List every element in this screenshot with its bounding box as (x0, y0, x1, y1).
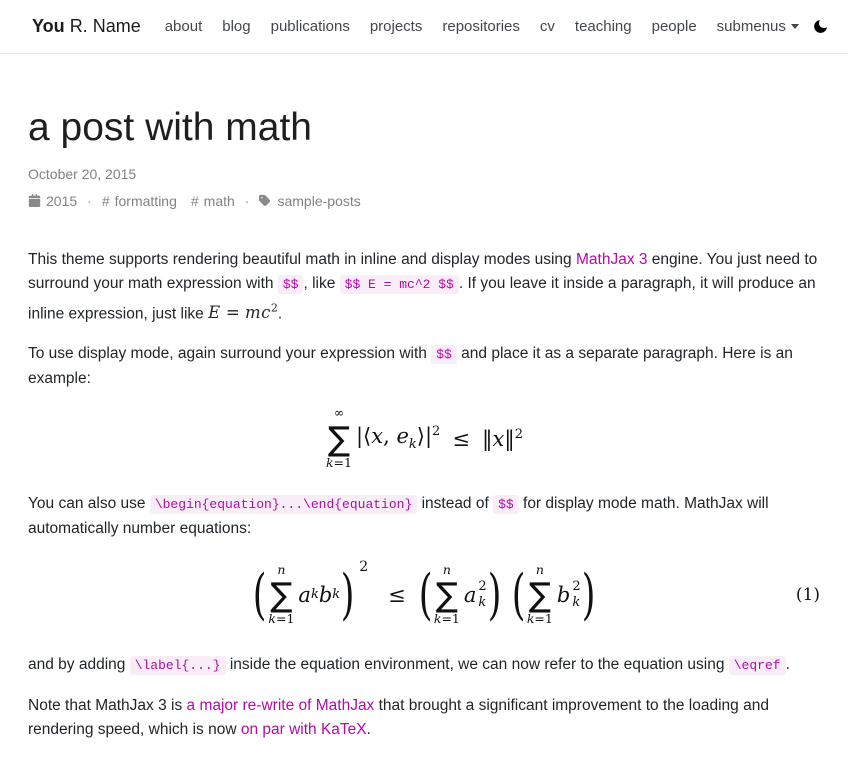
right-paren: ) (340, 562, 355, 626)
inline-math-emc2 (208, 303, 278, 322)
math-var: k (408, 437, 417, 453)
text: Note that MathJax 3 is (28, 696, 187, 714)
leq-symbol: ≤ (452, 426, 470, 451)
display-equation-1 (28, 407, 820, 469)
hash-icon: # (101, 192, 110, 209)
text: that brought a significant improvement to the loading and rendering speed, which is now (28, 696, 769, 738)
text: . (366, 720, 371, 738)
text: This theme supports rendering beautiful math in inline and display modes using (28, 250, 576, 268)
math-var: a (463, 582, 477, 607)
sigma-symbol: ∑ (435, 575, 458, 615)
math-var: x (371, 424, 384, 449)
year-label: 2015 (46, 192, 78, 209)
sup-sub-stack (572, 579, 580, 611)
sigma-symbol: ∑ (528, 575, 551, 615)
nav-item-teaching[interactable]: teaching (574, 18, 632, 35)
hash-icon: # (190, 192, 199, 209)
left-paren: ( (253, 562, 267, 626)
inline-code: \eqref (729, 656, 786, 675)
nav-item-about[interactable]: about (164, 18, 203, 35)
math-group-3 (526, 561, 581, 627)
post-body (28, 248, 820, 778)
katex-link[interactable]: on par with KaTeX (240, 720, 367, 738)
nav-links (155, 18, 810, 35)
calendar-icon (28, 194, 41, 207)
paragraph-3 (28, 492, 820, 541)
tag-icon (259, 194, 272, 207)
sup-sub-stack (478, 579, 486, 611)
math-sup: 2 (270, 301, 278, 315)
math-var: k (268, 611, 276, 627)
text: , like (303, 274, 340, 292)
brand-first-name: You (32, 16, 65, 36)
tag-link-sample-posts[interactable] (259, 193, 360, 209)
text: engine. You just need to surround your math expression with (28, 250, 818, 292)
text: You can also use (28, 494, 150, 512)
summation (326, 407, 352, 469)
navbar (0, 0, 848, 54)
math-var: n (442, 561, 451, 577)
math-sub (409, 438, 417, 453)
mathjax3-link[interactable]: MathJax 3 (575, 250, 648, 268)
text: . (785, 655, 790, 673)
inline-code: $$ E = mc^2 $$ (340, 275, 459, 294)
nav-item-projects[interactable]: projects (369, 18, 423, 35)
paragraph-5 (28, 694, 820, 742)
text: =1 (534, 611, 553, 627)
math-sub (311, 587, 319, 602)
math-var: n (535, 561, 544, 577)
nav-item-submenus[interactable] (710, 18, 806, 35)
nav-item-repositories[interactable]: repositories (442, 18, 520, 35)
math-var: b (556, 582, 571, 607)
mathjax-rewrite-link[interactable]: a major re-write of MathJax (186, 696, 375, 714)
nav-item-publications[interactable]: publications (270, 18, 350, 35)
math-var: x (492, 426, 505, 451)
summation (526, 561, 553, 627)
equation-number: (1) (795, 584, 820, 605)
text: To use display mode, again surround your expression with (28, 345, 432, 363)
paragraph-4 (28, 653, 820, 678)
left-paren: ( (418, 562, 433, 626)
math-expression (356, 424, 440, 452)
math-expression (482, 427, 523, 451)
math-var: n (277, 561, 286, 577)
math-var: a (298, 582, 311, 607)
math-var: k (310, 587, 319, 603)
summation (433, 561, 460, 627)
math-sub (332, 587, 340, 602)
sum-lower-limit (527, 613, 553, 626)
math-group-1 (267, 561, 341, 627)
sum-upper-limit: ∞ (333, 405, 345, 421)
math-sup: 2 (359, 558, 369, 575)
text: . (277, 305, 283, 323)
meta-separator: · (87, 192, 92, 209)
year-link[interactable] (28, 193, 77, 209)
right-paren: ) (581, 562, 595, 626)
nav-item-people[interactable]: people (651, 18, 697, 35)
sigma-symbol: ∑ (270, 575, 293, 615)
category-label: math (203, 192, 235, 209)
category-label: formatting (114, 192, 177, 209)
right-paren: ) (487, 562, 502, 626)
inline-code: \begin{equation}...\end{equation} (150, 495, 417, 514)
text: ‖ (504, 426, 515, 451)
brand-last-name: R. Name (69, 16, 141, 36)
paragraph-1 (28, 248, 820, 327)
math-sup: 2 (514, 426, 524, 442)
post-container (28, 107, 820, 778)
left-paren: ( (511, 562, 526, 626)
sigma-symbol: ∑ (327, 418, 351, 458)
text: ‖ (481, 426, 493, 451)
text: =1 (333, 455, 352, 471)
math-sup: 2 (572, 578, 581, 594)
math-var: k (332, 587, 341, 603)
math-group-2 (433, 561, 487, 627)
chevron-down-icon (791, 24, 799, 29)
nav-item-blog[interactable]: blog (222, 18, 251, 35)
math-sup: 2 (478, 578, 487, 594)
text: . If you leave it inside a paragraph, it will produce an inline expression, just like (28, 274, 816, 323)
math-var: k (478, 594, 487, 610)
leq-symbol: ≤ (388, 582, 406, 607)
inline-code: $$ (278, 275, 304, 294)
sum-lower-limit (268, 613, 294, 626)
inline-code: $$ (493, 495, 519, 514)
text: inside the equation environment, we can now refer to the equation using (225, 655, 729, 673)
math-var: k (572, 594, 581, 610)
category-link-formatting[interactable] (102, 193, 177, 209)
text: =1 (441, 611, 460, 627)
text: and by adding (28, 655, 130, 673)
inline-code: $$ (431, 345, 457, 364)
math-var: mc (244, 303, 271, 323)
text: and place it as a separate paragraph. Here is an example: (28, 345, 793, 388)
summation (268, 561, 295, 627)
paragraph-2 (28, 342, 820, 391)
text: for display mode math. MathJax will automatically number equations: (28, 494, 769, 537)
text: ⟩| (416, 424, 433, 449)
sum-lower-limit (326, 457, 352, 470)
nav-item-cv[interactable]: cv (539, 18, 555, 35)
math-var: k (526, 611, 535, 627)
post-meta (28, 193, 820, 209)
math-var: b (318, 582, 333, 607)
nav-item-submenus-label: submenus (716, 18, 786, 35)
display-equation-2 (28, 557, 820, 633)
math-sup: 2 (432, 424, 441, 440)
post-date: October 20, 2015 (28, 165, 137, 182)
math-var: e (396, 424, 409, 449)
dark-mode-toggle[interactable] (810, 16, 831, 37)
math-var: k (325, 455, 334, 471)
text: |⟨ (355, 424, 372, 449)
site-brand[interactable] (32, 16, 141, 37)
inline-code: \label{...} (130, 656, 226, 675)
math-op: = (220, 303, 245, 323)
category-link-math[interactable] (191, 193, 235, 209)
page-title: a post with math (28, 106, 312, 149)
text: =1 (275, 611, 295, 627)
tag-label: sample-posts (277, 192, 361, 209)
meta-separator: · (244, 192, 250, 209)
sum-lower-limit (434, 613, 460, 626)
text: instead of (417, 494, 494, 512)
math-var: E (208, 303, 221, 323)
math-var: k (433, 611, 442, 627)
moon-icon (812, 18, 829, 35)
text: , (383, 424, 397, 449)
